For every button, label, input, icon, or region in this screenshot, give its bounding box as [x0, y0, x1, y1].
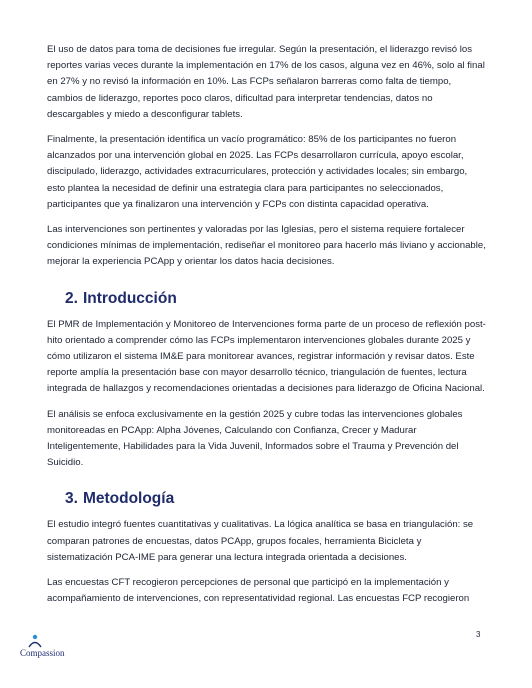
- logo-wordmark: Compassion: [20, 648, 65, 658]
- paragraph-data-use: El uso de datos para toma de decisiones fue irregular. Según la presentación, el liderazgo revisó los reportes varias veces durante la implementación en 17% de los casos, alguna vez en 46%, solo al final en 27% y no revisó la información en 10%. Las FCPs señalaron barreras como falta de tiempo, cambios de liderazgo, reportes poco claros, dificultad para interpretar tendencias, datos no descargables y miedo a desconfigurar tablets.: [47, 44, 485, 120]
- paragraph-method-surveys: Las encuestas CFT recogieron percepciones de personal que participó en la implementación y acompañamiento de intervenciones, con representatividad regional. Las encuestas FCP recogieron: [47, 577, 470, 605]
- page-number: 3: [476, 630, 481, 639]
- paragraph-conclusion: Las intervenciones son pertinentes y valoradas por las Iglesias, pero el sistema requiere fortalecer condiciones mínimas de implementación, rediseñar el monitoreo para hacerlo más liviano y accionable, mejorar la experiencia PCApp y orientar los datos hacia decisiones.: [47, 224, 486, 268]
- compassion-mark-icon: [28, 634, 42, 648]
- paragraph-method-sources: El estudio integró fuentes cuantitativas y cualitativas. La lógica analítica se basa en triangulación: se comparan patrones de encuestas, datos PCApp, grupos focales, herramienta Bicicleta y sistematización PCA-IME para generar una lectura integrada orientada a decisiones.: [47, 519, 474, 563]
- paragraph-intro-pmr: El PMR de Implementación y Monitoreo de Intervenciones forma parte de un proceso de reflexión post-hito orientado a comprender cómo las FCPs implementaron intervenciones globales durante 2025 y cómo utilizaron el sistema IM&E para monitorear avances, registrar información y revisar datos. Este reporte amplía la presentación base con mayor desarrollo técnico, triangulación de fuentes, lectura integrada de hallazgos y recomendaciones orientadas a decisiones para liderazgo de Oficina Nacional.: [47, 318, 486, 395]
- paragraph-programmatic-gap: Finalmente, la presentación identifica un vacío programático: 85% de los participantes no fueron alcanzados por una intervención global en 2025. Las FCPs desarrollaron currícula, apoyo escolar, discipulado, liderazgo, actividades extracurriculares, protección y actividades locales; sin embargo, esto plantea la necesidad de definir una estrategia clara para participantes no seleccionados, participantes que ya finalizaron una intervención y FCPs con distinta capacidad operativa.: [47, 134, 468, 210]
- section-title: Metodología: [82, 490, 175, 508]
- section-heading-metodologia: [65, 489, 487, 509]
- paragraph-intro-scope: El análisis se enfoca exclusivamente en la gestión 2025 y cubre todas las intervenciones globales monitoreadas en PCApp: Alpha Jóvenes, Calculando con Confianza, Crecer y Madurar Inteligentemente, Habilidades para la Vida Juvenil, Informados sobre el Trauma y Prevención del Suicidio.: [47, 408, 463, 469]
- section-heading-introduccion: [65, 289, 487, 309]
- compassion-logo: [20, 634, 80, 666]
- section-number: 2.: [65, 289, 78, 307]
- section-title: Introducción: [82, 289, 177, 307]
- section-number: 3.: [65, 490, 78, 508]
- page-content: [47, 42, 487, 616]
